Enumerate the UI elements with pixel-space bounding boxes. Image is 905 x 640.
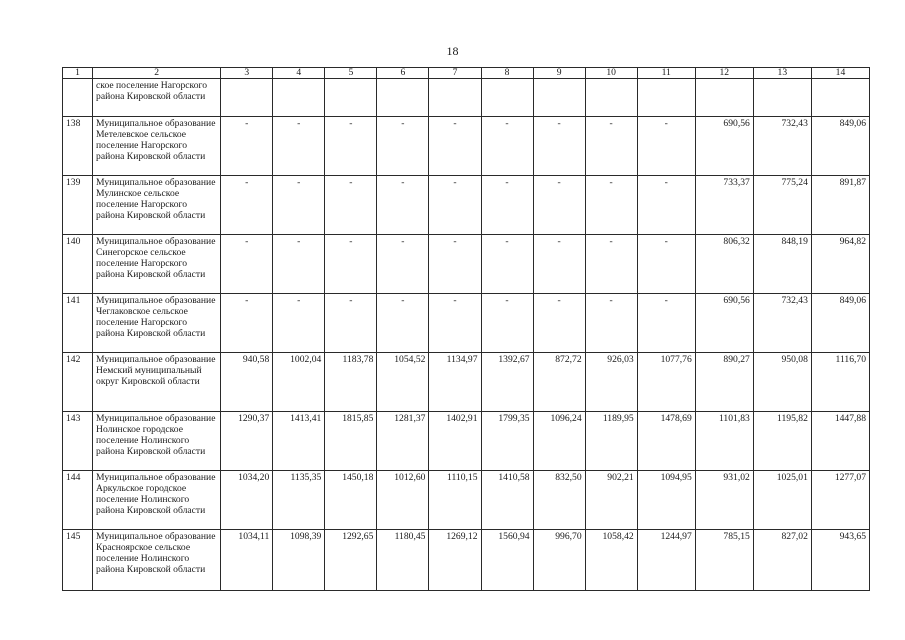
- tariff-value: 1277,07: [811, 471, 869, 530]
- tariff-value: 848,19: [753, 235, 811, 294]
- tariff-value: 891,87: [811, 176, 869, 235]
- tariff-value: 1025,01: [753, 471, 811, 530]
- tariff-value: -: [221, 294, 273, 353]
- tariff-value: 1447,88: [811, 412, 869, 471]
- tariff-value: 732,43: [753, 294, 811, 353]
- tariff-value: -: [637, 294, 695, 353]
- tariff-value: -: [429, 294, 481, 353]
- tariff-value: -: [585, 235, 637, 294]
- tariff-value: -: [273, 176, 325, 235]
- column-header: 6: [377, 68, 429, 79]
- tariff-value: 1281,37: [377, 412, 429, 471]
- tariff-value: 1189,95: [585, 412, 637, 471]
- municipality-name: ское поселение Нагорского района Кировской области: [93, 79, 221, 117]
- tariff-value: -: [325, 294, 377, 353]
- municipality-name: Муниципальное образование Красноярское сельское поселение Нолинского района Кировской области: [93, 530, 221, 591]
- municipality-name: Муниципальное образование Чеглаковское сельское поселение Нагорского района Кировской области: [93, 294, 221, 353]
- tariff-value: 1269,12: [429, 530, 481, 591]
- row-number: 142: [63, 353, 93, 412]
- municipality-name: Муниципальное образование Синегорское сельское поселение Нагорского района Кировской области: [93, 235, 221, 294]
- tariff-value: 1290,37: [221, 412, 273, 471]
- municipality-name: Муниципальное образование Немский муниципальный округ Кировской области: [93, 353, 221, 412]
- column-header: 8: [481, 68, 533, 79]
- tariff-value: -: [585, 117, 637, 176]
- tariff-value: -: [585, 176, 637, 235]
- tariff-value: 690,56: [695, 294, 753, 353]
- tariff-value: -: [325, 117, 377, 176]
- tariff-value: -: [325, 235, 377, 294]
- tariff-value: 1195,82: [753, 412, 811, 471]
- tariff-value: 849,06: [811, 117, 869, 176]
- tariff-value: -: [637, 117, 695, 176]
- tariff-value: -: [637, 235, 695, 294]
- tariff-value: 1402,91: [429, 412, 481, 471]
- tariff-value: 926,03: [585, 353, 637, 412]
- tariff-value: 1560,94: [481, 530, 533, 591]
- table-row: [63, 530, 870, 591]
- tariff-value: 849,06: [811, 294, 869, 353]
- tariff-value: 1410,58: [481, 471, 533, 530]
- tariff-value: -: [429, 176, 481, 235]
- column-header: 14: [811, 68, 869, 79]
- municipality-name: Муниципальное образование Метелевское сельское поселение Нагорского района Кировской области: [93, 117, 221, 176]
- tariff-value: -: [481, 294, 533, 353]
- column-header: 4: [273, 68, 325, 79]
- tariff-value: -: [429, 117, 481, 176]
- row-number: [63, 79, 93, 117]
- tariff-value: -: [377, 294, 429, 353]
- tariff-value: [429, 79, 481, 117]
- tariff-value: 1002,04: [273, 353, 325, 412]
- tariff-value: 1135,35: [273, 471, 325, 530]
- tariff-value: 1098,39: [273, 530, 325, 591]
- tariff-value: -: [273, 235, 325, 294]
- row-number: 141: [63, 294, 93, 353]
- tariff-value: 827,02: [753, 530, 811, 591]
- tariff-value: 964,82: [811, 235, 869, 294]
- tariff-value: -: [533, 117, 585, 176]
- tariff-value: 996,70: [533, 530, 585, 591]
- tariff-value: 1077,76: [637, 353, 695, 412]
- table-row: [63, 235, 870, 294]
- table-row: [63, 471, 870, 530]
- table-row: [63, 79, 870, 117]
- tariff-value: 1478,69: [637, 412, 695, 471]
- tariff-value: 1034,20: [221, 471, 273, 530]
- table-row: [63, 294, 870, 353]
- tariff-value: 1180,45: [377, 530, 429, 591]
- tariff-table: [62, 67, 870, 591]
- row-number: 145: [63, 530, 93, 591]
- tariff-value: 902,21: [585, 471, 637, 530]
- table-row: [63, 176, 870, 235]
- tariff-value: [221, 79, 273, 117]
- tariff-value: 1034,11: [221, 530, 273, 591]
- tariff-value: [533, 79, 585, 117]
- tariff-value: 1450,18: [325, 471, 377, 530]
- municipality-name: Муниципальное образование Аркульское городское поселение Нолинского района Кировской области: [93, 471, 221, 530]
- tariff-value: 1110,15: [429, 471, 481, 530]
- tariff-value: -: [533, 176, 585, 235]
- tariff-value: [695, 79, 753, 117]
- tariff-value: -: [221, 176, 273, 235]
- tariff-value: 1799,35: [481, 412, 533, 471]
- column-header: 3: [221, 68, 273, 79]
- tariff-value: 890,27: [695, 353, 753, 412]
- tariff-value: 806,32: [695, 235, 753, 294]
- tariff-value: [585, 79, 637, 117]
- column-header: 11: [637, 68, 695, 79]
- row-number: 140: [63, 235, 93, 294]
- tariff-value: 690,56: [695, 117, 753, 176]
- tariff-value: [273, 79, 325, 117]
- tariff-value: 940,58: [221, 353, 273, 412]
- page-number: 18: [446, 44, 459, 58]
- tariff-value: 1012,60: [377, 471, 429, 530]
- column-header: 2: [93, 68, 221, 79]
- tariff-value: 1815,85: [325, 412, 377, 471]
- tariff-value: 1292,65: [325, 530, 377, 591]
- row-number: 144: [63, 471, 93, 530]
- tariff-value: -: [533, 294, 585, 353]
- tariff-value: -: [585, 294, 637, 353]
- tariff-value: 1244,97: [637, 530, 695, 591]
- column-header: 13: [753, 68, 811, 79]
- tariff-value: [637, 79, 695, 117]
- municipality-name: Муниципальное образование Нолинское городское поселение Нолинского района Кировской области: [93, 412, 221, 471]
- tariff-value: -: [325, 176, 377, 235]
- header-row: [63, 68, 870, 79]
- table-row: [63, 412, 870, 471]
- tariff-value: -: [377, 176, 429, 235]
- tariff-value: [325, 79, 377, 117]
- tariff-value: -: [377, 117, 429, 176]
- table-row: [63, 353, 870, 412]
- column-header: 12: [695, 68, 753, 79]
- tariff-value: 832,50: [533, 471, 585, 530]
- tariff-value: 1094,95: [637, 471, 695, 530]
- tariff-value: -: [221, 235, 273, 294]
- tariff-value: -: [429, 235, 481, 294]
- tariff-value: 1392,67: [481, 353, 533, 412]
- column-header: 7: [429, 68, 481, 79]
- tariff-value: 1096,24: [533, 412, 585, 471]
- municipality-name: Муниципальное образование Мулинское сельское поселение Нагорского района Кировской области: [93, 176, 221, 235]
- tariff-value: 785,15: [695, 530, 753, 591]
- tariff-value: -: [377, 235, 429, 294]
- tariff-value: -: [221, 117, 273, 176]
- tariff-value: [753, 79, 811, 117]
- tariff-value: 1054,52: [377, 353, 429, 412]
- tariff-value: 1101,83: [695, 412, 753, 471]
- tariff-value: -: [481, 235, 533, 294]
- tariff-value: -: [637, 176, 695, 235]
- tariff-value: 1134,97: [429, 353, 481, 412]
- tariff-value: -: [481, 117, 533, 176]
- row-number: 138: [63, 117, 93, 176]
- row-number: 139: [63, 176, 93, 235]
- tariff-value: 1058,42: [585, 530, 637, 591]
- tariff-value: 1413,41: [273, 412, 325, 471]
- column-header: 1: [63, 68, 93, 79]
- row-number: 143: [63, 412, 93, 471]
- tariff-value: -: [273, 294, 325, 353]
- tariff-value: -: [273, 117, 325, 176]
- tariff-value: 732,43: [753, 117, 811, 176]
- tariff-value: 872,72: [533, 353, 585, 412]
- tariff-value: [811, 79, 869, 117]
- tariff-value: -: [533, 235, 585, 294]
- column-header: 10: [585, 68, 637, 79]
- tariff-value: 775,24: [753, 176, 811, 235]
- tariff-value: -: [481, 176, 533, 235]
- column-header: 5: [325, 68, 377, 79]
- tariff-value: 931,02: [695, 471, 753, 530]
- column-header: 9: [533, 68, 585, 79]
- tariff-value: 1116,70: [811, 353, 869, 412]
- tariff-value: [481, 79, 533, 117]
- tariff-value: 1183,78: [325, 353, 377, 412]
- table-row: [63, 117, 870, 176]
- tariff-value: [377, 79, 429, 117]
- tariff-value: 943,65: [811, 530, 869, 591]
- tariff-value: 950,08: [753, 353, 811, 412]
- tariff-value: 733,37: [695, 176, 753, 235]
